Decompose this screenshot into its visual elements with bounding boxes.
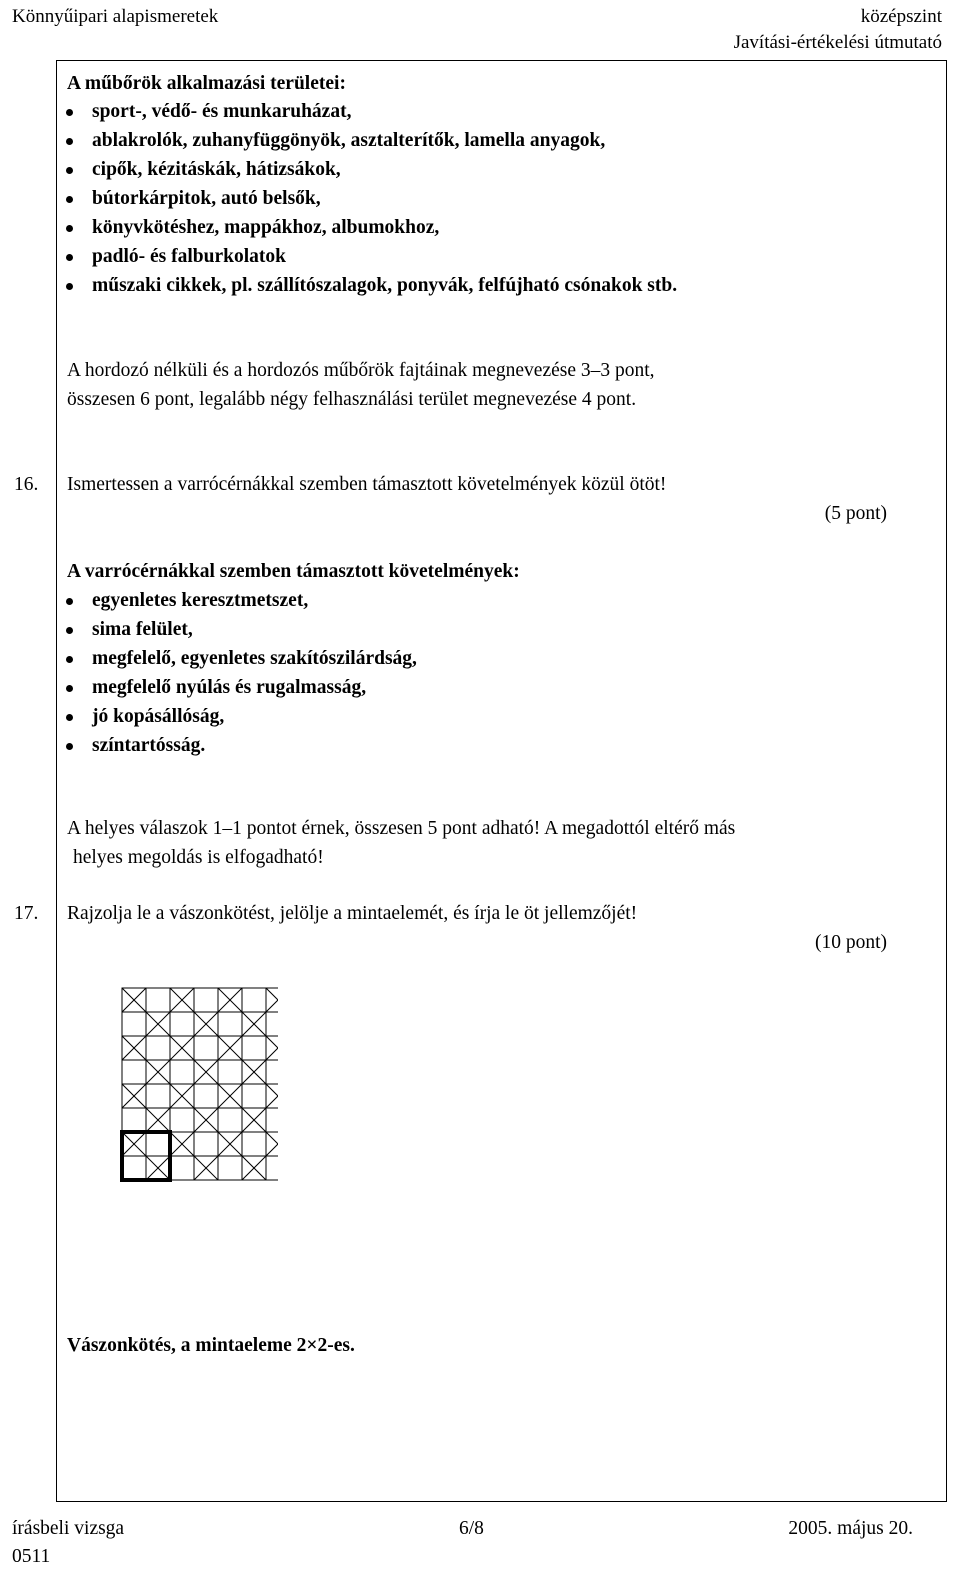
weave-cell [266, 1012, 278, 1036]
weave-cell [122, 1060, 146, 1084]
weave-cell [266, 1156, 278, 1180]
header-subject: Könnyűipari alapismeretek [12, 6, 219, 27]
list-item: bútorkárpitok, autó belsők, [0, 184, 677, 213]
weave-cell [242, 1036, 266, 1060]
question-16-text: Ismertessen a varrócérnákkal szemben támasztott követelmények közül ötöt! [67, 474, 667, 495]
weave-cell [266, 1108, 278, 1132]
weave-cell [146, 988, 170, 1012]
weave-cell [122, 1012, 146, 1036]
question-16-scoring-line-2: helyes megoldás is elfogadható! [73, 847, 324, 868]
weave-cell [218, 1156, 242, 1180]
footer-exam: írásbeli vizsga [12, 1518, 125, 1539]
question-17-points: (10 pont) [814, 932, 887, 953]
weave-cell [218, 1060, 242, 1084]
list-item: sima felület, [0, 615, 417, 644]
weave-cell [266, 1132, 278, 1156]
weave-cell [194, 988, 218, 1012]
question-17-text: Rajzolja le a vászonkötést, jelölje a mintaelemét, és írja le öt jellemzőjét! [67, 903, 638, 924]
weave-cell [194, 1084, 218, 1108]
weave-cell [194, 1036, 218, 1060]
leather-scoring-line-1: A hordozó nélküli és a hordozós műbőrök fajtáinak megnevezése 3–3 pont, [67, 360, 655, 381]
weave-cell [170, 1060, 194, 1084]
weave-cell [218, 1108, 242, 1132]
weave-cell [194, 1132, 218, 1156]
question-17-number: 17. [14, 903, 39, 924]
header-level: középszint [860, 6, 942, 27]
weave-cell [170, 1156, 194, 1180]
question-17-answer: Vászonkötés, a mintaeleme 2×2-es. [67, 1335, 355, 1356]
plain-weave-diagram [118, 984, 278, 1200]
question-16-scoring-line-1: A helyes válaszok 1–1 pontot érnek, összesen 5 pont adható! A megadottól eltérő más [67, 818, 736, 839]
question-16-points: (5 pont) [824, 503, 887, 524]
weave-cell [266, 1036, 278, 1060]
list-item: padló- és falburkolatok [0, 242, 677, 271]
weave-cell [266, 1084, 278, 1108]
list-item: cipők, kézitáskák, hátizsákok, [0, 155, 677, 184]
weave-cell [170, 1012, 194, 1036]
leather-scoring-line-2: összesen 6 pont, legalább négy felhasználási terület megnevezése 4 pont. [67, 389, 637, 410]
weave-cell [242, 988, 266, 1012]
weave-cell [218, 1012, 242, 1036]
weave-cell [122, 1108, 146, 1132]
list-item: megfelelő, egyenletes szakítószilárdság, [0, 644, 417, 673]
list-item: ablakrolók, zuhanyfüggönyök, asztalterítők, lamella anyagok, [0, 126, 677, 155]
weave-cell [266, 988, 278, 1012]
list-item: megfelelő nyúlás és rugalmasság, [0, 673, 417, 702]
weave-cell [146, 1084, 170, 1108]
leather-section-title: A műbőrök alkalmazási területei: [67, 73, 346, 94]
header-guide: Javítási-értékelési útmutató [733, 32, 942, 53]
footer-code: 0511 [12, 1546, 51, 1567]
weave-cell [242, 1132, 266, 1156]
weave-cell [146, 1132, 170, 1156]
weave-cell [266, 1060, 278, 1084]
weave-cell [170, 1108, 194, 1132]
list-item: jó kopásállóság, [0, 702, 417, 731]
list-item: színtartósság. [0, 731, 417, 760]
list-item: könyvkötéshez, mappákhoz, albumokhoz, [0, 213, 677, 242]
leather-usage-list [0, 97, 677, 300]
list-item: egyenletes keresztmetszet, [0, 586, 417, 615]
footer-page: 6/8 [459, 1518, 484, 1539]
list-item: műszaki cikkek, pl. szállítószalagok, ponyvák, felfújható csónakok stb. [0, 271, 677, 300]
question-16-number: 16. [14, 474, 39, 495]
thread-requirements-list [0, 586, 417, 760]
weave-cell [122, 1156, 146, 1180]
weave-cell [242, 1084, 266, 1108]
footer-date: 2005. május 20. [788, 1518, 913, 1539]
list-item: sport-, védő- és munkaruházat, [0, 97, 677, 126]
question-16-answer-title: A varrócérnákkal szemben támasztott követelmények: [67, 561, 520, 582]
weave-cell [146, 1036, 170, 1060]
